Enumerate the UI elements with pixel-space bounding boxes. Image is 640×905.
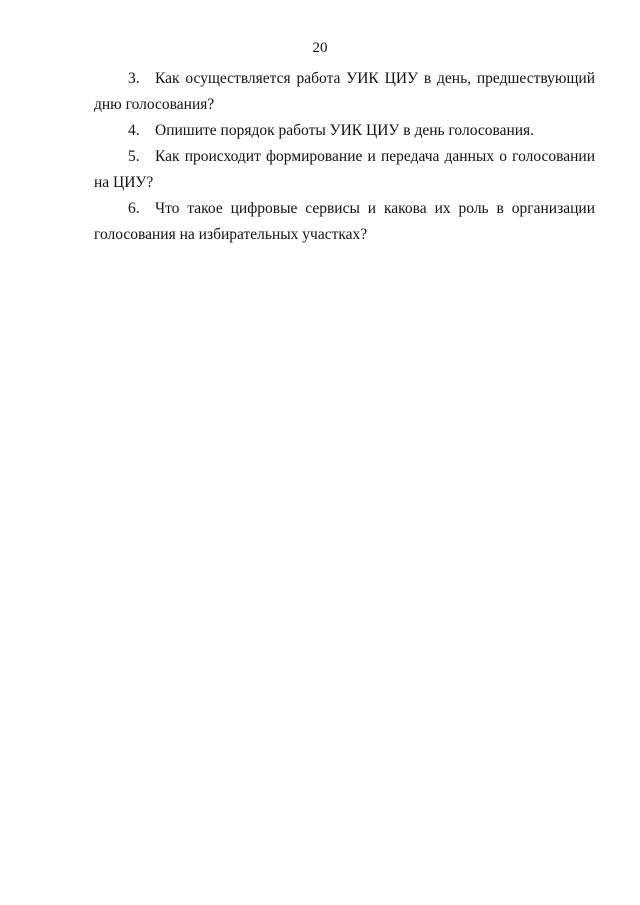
question-number: 5. [128, 148, 140, 165]
question-item [94, 144, 595, 196]
question-number: 6. [128, 200, 140, 217]
question-list [94, 66, 595, 248]
page-number: 20 [312, 40, 328, 56]
question-number: 4. [128, 122, 140, 139]
question-text: Как осуществляется работа УИК ЦИУ в день, предшествующий дню голосования? [94, 70, 595, 113]
question-text: Как происходит формирование и передача данных о голосовании на ЦИУ? [94, 148, 595, 191]
question-number: 3. [128, 70, 140, 87]
question-text: Что такое цифровые сервисы и какова их роль в организации голосования на избирательных участках? [94, 200, 595, 243]
question-item [94, 118, 595, 144]
question-item [94, 66, 595, 118]
question-text: Опишите порядок работы УИК ЦИУ в день голосования. [155, 122, 535, 139]
question-item [94, 196, 595, 248]
